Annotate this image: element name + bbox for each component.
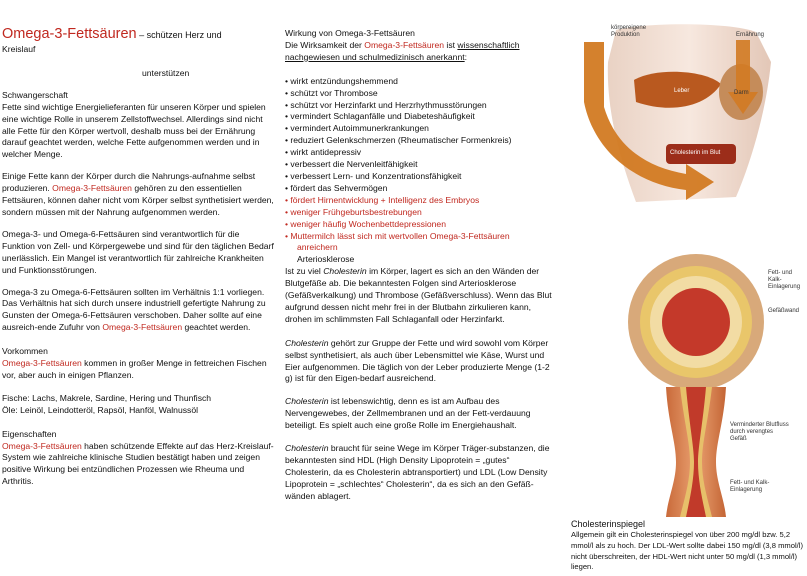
title-main: Omega-3-Fettsäuren xyxy=(2,26,137,42)
ratio-text-a: Omega-3 zu Omega-6-Fettsäuren sollten im Verhältnis 1:1 vorliegen. Das Verhältnis hat sich durch unsere industriell gefertigte Nahrung zu Gunsten der Omega-6-Fettsäuren verschoben. Daher sollte auf eine ausreich-ende Zufuhr von xyxy=(2,286,266,333)
eigenschaften-paragraph xyxy=(2,441,274,489)
cholesterin-paragraph-2 xyxy=(285,396,553,432)
wirkung-intro-c: : xyxy=(464,51,468,62)
eigenschaften-heading: Eigenschaften xyxy=(2,428,57,439)
title-sub: schützen Herz und xyxy=(146,30,222,40)
vorkommen-text: kommen in großer Menge in fettreichen Fischen vor, aber auch in einigen Pflanzen. xyxy=(2,358,267,380)
label-fett-kalk-1: Fett- und Kalk-Einlagerung xyxy=(768,270,801,290)
vorkommen-heading: Vorkommen xyxy=(2,346,48,357)
effect-item: • reduziert Gelenkschmerzen (Rheumatischer Formenkreis) xyxy=(285,135,512,146)
title-dash: – xyxy=(136,30,147,40)
eigenschaften-text: haben schützende Effekte auf das Herz-Kreislauf-System wie zahlreiche klinische Studien bestätigt haben und zeigen positive Wirkung bei entzündlichen Prozessen wie Rheuma und Arthritis. xyxy=(2,440,274,487)
vorkommen-paragraph xyxy=(2,358,274,382)
effect-item: • verbessert die Nervenleitfähigkeit xyxy=(285,159,418,170)
effect-item: • weniger häufig Wochenbettdepressionen xyxy=(285,218,446,229)
middle-column xyxy=(285,28,553,503)
wirkung-intro xyxy=(285,40,553,64)
title-line-unterstuetzen: unterstützen xyxy=(142,67,190,78)
arterio-italic: Cholesterin xyxy=(323,266,367,277)
essential-text-b: gehören zu den essentiellen Fettsäuren, können daher nicht vom Körper selbst synthetisiert werden, sondern müssen mit der Nahrung aufgenommen werden. xyxy=(2,183,274,217)
chol3-italic: Cholesterin xyxy=(285,443,329,454)
label-fett-kalk-2: Fett- und Kalk-Einlagerung xyxy=(730,480,770,493)
effect-item: • wirkt antidepressiv xyxy=(285,147,362,158)
chol1-italic: Cholesterin xyxy=(285,337,329,348)
cholesterol-illustration xyxy=(556,22,806,517)
effect-item: • schützt vor Herzinfarkt und Herzrhythmusstörungen xyxy=(285,99,487,110)
chol2-text: ist lebenswichtig, denn es ist am Aufbau des Nervengewebes, der Zellmembranen und an der Fett-verdauung beteiligt. Es spielt auch eine große Rolle im Energiehaushalt. xyxy=(285,396,531,431)
effect-item: • Muttermilch lässt sich mit wertvollen Omega-3-Fettsäuren xyxy=(285,230,510,241)
effect-item: • weniger Frühgeburtsbestrebungen xyxy=(285,206,422,217)
vorkommen-highlight: Omega-3-Fettsäuren xyxy=(2,358,82,369)
label-verminderter-blutfluss: Verminderter Blutfluss durch verengtes Gefäß xyxy=(730,422,789,442)
cholesterol-caption xyxy=(571,518,807,573)
arterio-text-b: im Körper, lagert es sich an den Wänden der Blutgefäße ab. Die bekanntesten Folgen sind Arteriosklerose (Gefäßverkalkung) und Thrombose (Gefäßverschluss). Wenn das Blut aufgrund dessen nicht mehr frei in der Blutbahn zirkulieren kann, drohen im schlimmsten Fall Schlaganfall oder Herzinfarkt. xyxy=(285,266,552,324)
effects-list xyxy=(285,76,553,243)
fish-list: Fische: Lachs, Makrele, Sardine, Hering und Thunfisch xyxy=(2,392,212,403)
label-koerpereigene-produktion: körpereigene Produktion xyxy=(611,25,647,38)
ratio-paragraph xyxy=(2,287,274,335)
chol2-italic: Cholesterin xyxy=(285,396,329,407)
label-leber: Leber xyxy=(674,88,690,94)
oil-list: Öle: Leinöl, Leindotteröl, Rapsöl, Hanföl, Walnussöl xyxy=(2,404,199,415)
title-line-kreislauf: Kreislauf xyxy=(2,44,36,54)
page-title xyxy=(2,26,274,44)
label-ernaehrung: Ernährung xyxy=(736,32,765,38)
effect-item: • fördert das Sehvermögen xyxy=(285,182,388,193)
eigenschaften-highlight: Omega-3-Fettsäuren xyxy=(2,440,82,451)
intro-paragraph: Fette sind wichtige Energielieferanten für unseren Körper und spielen eine wichtige Rolle in unserem Zellstoffwechsel. Allerdings sind nicht alle Fette für den Körper wertvoll, deshalb muss bei der Ernährung darauf geachtet werden, welche Fette aufgenommen werden und in welcher Menge. xyxy=(2,101,266,160)
arteriosklerose-paragraph xyxy=(285,266,553,326)
essential-highlight: Omega-3-Fettsäuren xyxy=(52,183,132,194)
chol1-text: gehört zur Gruppe der Fette und wird sowohl vom Körper selbst synthetisiert, als auch über Lebensmittel wie Käse, Wurst und Eier aufgenommen. Die täglich von der Leber produzierte Menge (1-2 g) ist für den Eigen-bedarf ausreichend. xyxy=(285,337,550,384)
effect-item: • verbessert Lern- und Konzentrationsfähigkeit xyxy=(285,170,462,181)
wirkung-intro-a: Die Wirksamkeit der xyxy=(285,39,365,50)
ratio-highlight: Omega-3-Fettsäuren xyxy=(102,322,183,333)
caption-text: Allgemein gilt ein Cholesterinspiegel von über 200 mg/dl bzw. 5,2 mmol/l als zu hoch. Der LDL-Wert sollte dabei 150 mg/dl (3,8 mmol/l) nicht überschreiten, der HDL-Wert nicht unter 50 mg/dl (1,3 mmol/l) liegen. xyxy=(571,530,803,572)
wirkung-heading: Wirkung von Omega-3-Fettsäuren xyxy=(285,28,415,38)
wirkung-intro-b: ist xyxy=(444,39,458,50)
cholesterin-paragraph-3 xyxy=(285,443,553,503)
chol3-text: braucht für seine Wege im Körper Träger-substanzen, die bekanntesten sind HDL (High Density Lipoprotein = „gutes“ Cholesterin, da es Cholesterin abtransportiert) und LDL (Low Density Lipoprotein = „schlechtes“ Cholesterin“, da es sich an den Gefäß-wänden ablagert. xyxy=(285,443,550,501)
title-line-schwangerschaft: Schwangerschaft xyxy=(2,89,68,100)
omega-function-paragraph: Omega-3- und Omega-6-Fettsäuren sind verantwortlich für die Funktion von Zell- und Körpergewebe und sind für den täglichen Bedarf unerlässlich. Ein Mangel ist verantwortlich für zahlreiche Krankheiten und Funktionsstörungen. xyxy=(2,228,274,275)
effect-item: • vermindert Schlaganfälle und Diabeteshäufigkeit xyxy=(285,111,475,122)
arterio-text-a: Ist zu viel xyxy=(285,266,324,277)
left-column xyxy=(2,26,274,488)
effect-item: • vermindert Autoimmunerkrankungen xyxy=(285,123,429,134)
essential-paragraph xyxy=(2,171,274,219)
wirkung-intro-highlight: Omega-3-Fettsäuren xyxy=(364,39,445,50)
label-cholesterin-im-blut: Cholesterin im Blut xyxy=(670,150,721,156)
caption-title: Cholesterinspiegel xyxy=(571,519,646,529)
ratio-text-b: geachtet werden. xyxy=(182,322,251,333)
label-darm: Darm xyxy=(734,90,749,96)
cholesterin-paragraph-1 xyxy=(285,338,553,386)
essential-text-a: Einige Fette kann der Körper durch die Nahrungs-aufnahme selbst produzieren. xyxy=(2,171,256,194)
label-gefaesswand: Gefäßwand xyxy=(768,308,800,314)
bullet-continuation: anreichern xyxy=(297,242,338,253)
effect-item: • fördert Hirnentwicklung + Intelligenz des Embryos xyxy=(285,194,480,205)
arteriosklerose-heading: Arteriosklerose xyxy=(297,254,355,265)
effect-item: • wirkt entzündungshemmend xyxy=(285,75,398,86)
effect-item: • schützt vor Thrombose xyxy=(285,87,378,98)
wirkung-intro-underlined: wissenschaftlich nachgewiesen und schulmedizinisch anerkannt xyxy=(285,39,520,62)
